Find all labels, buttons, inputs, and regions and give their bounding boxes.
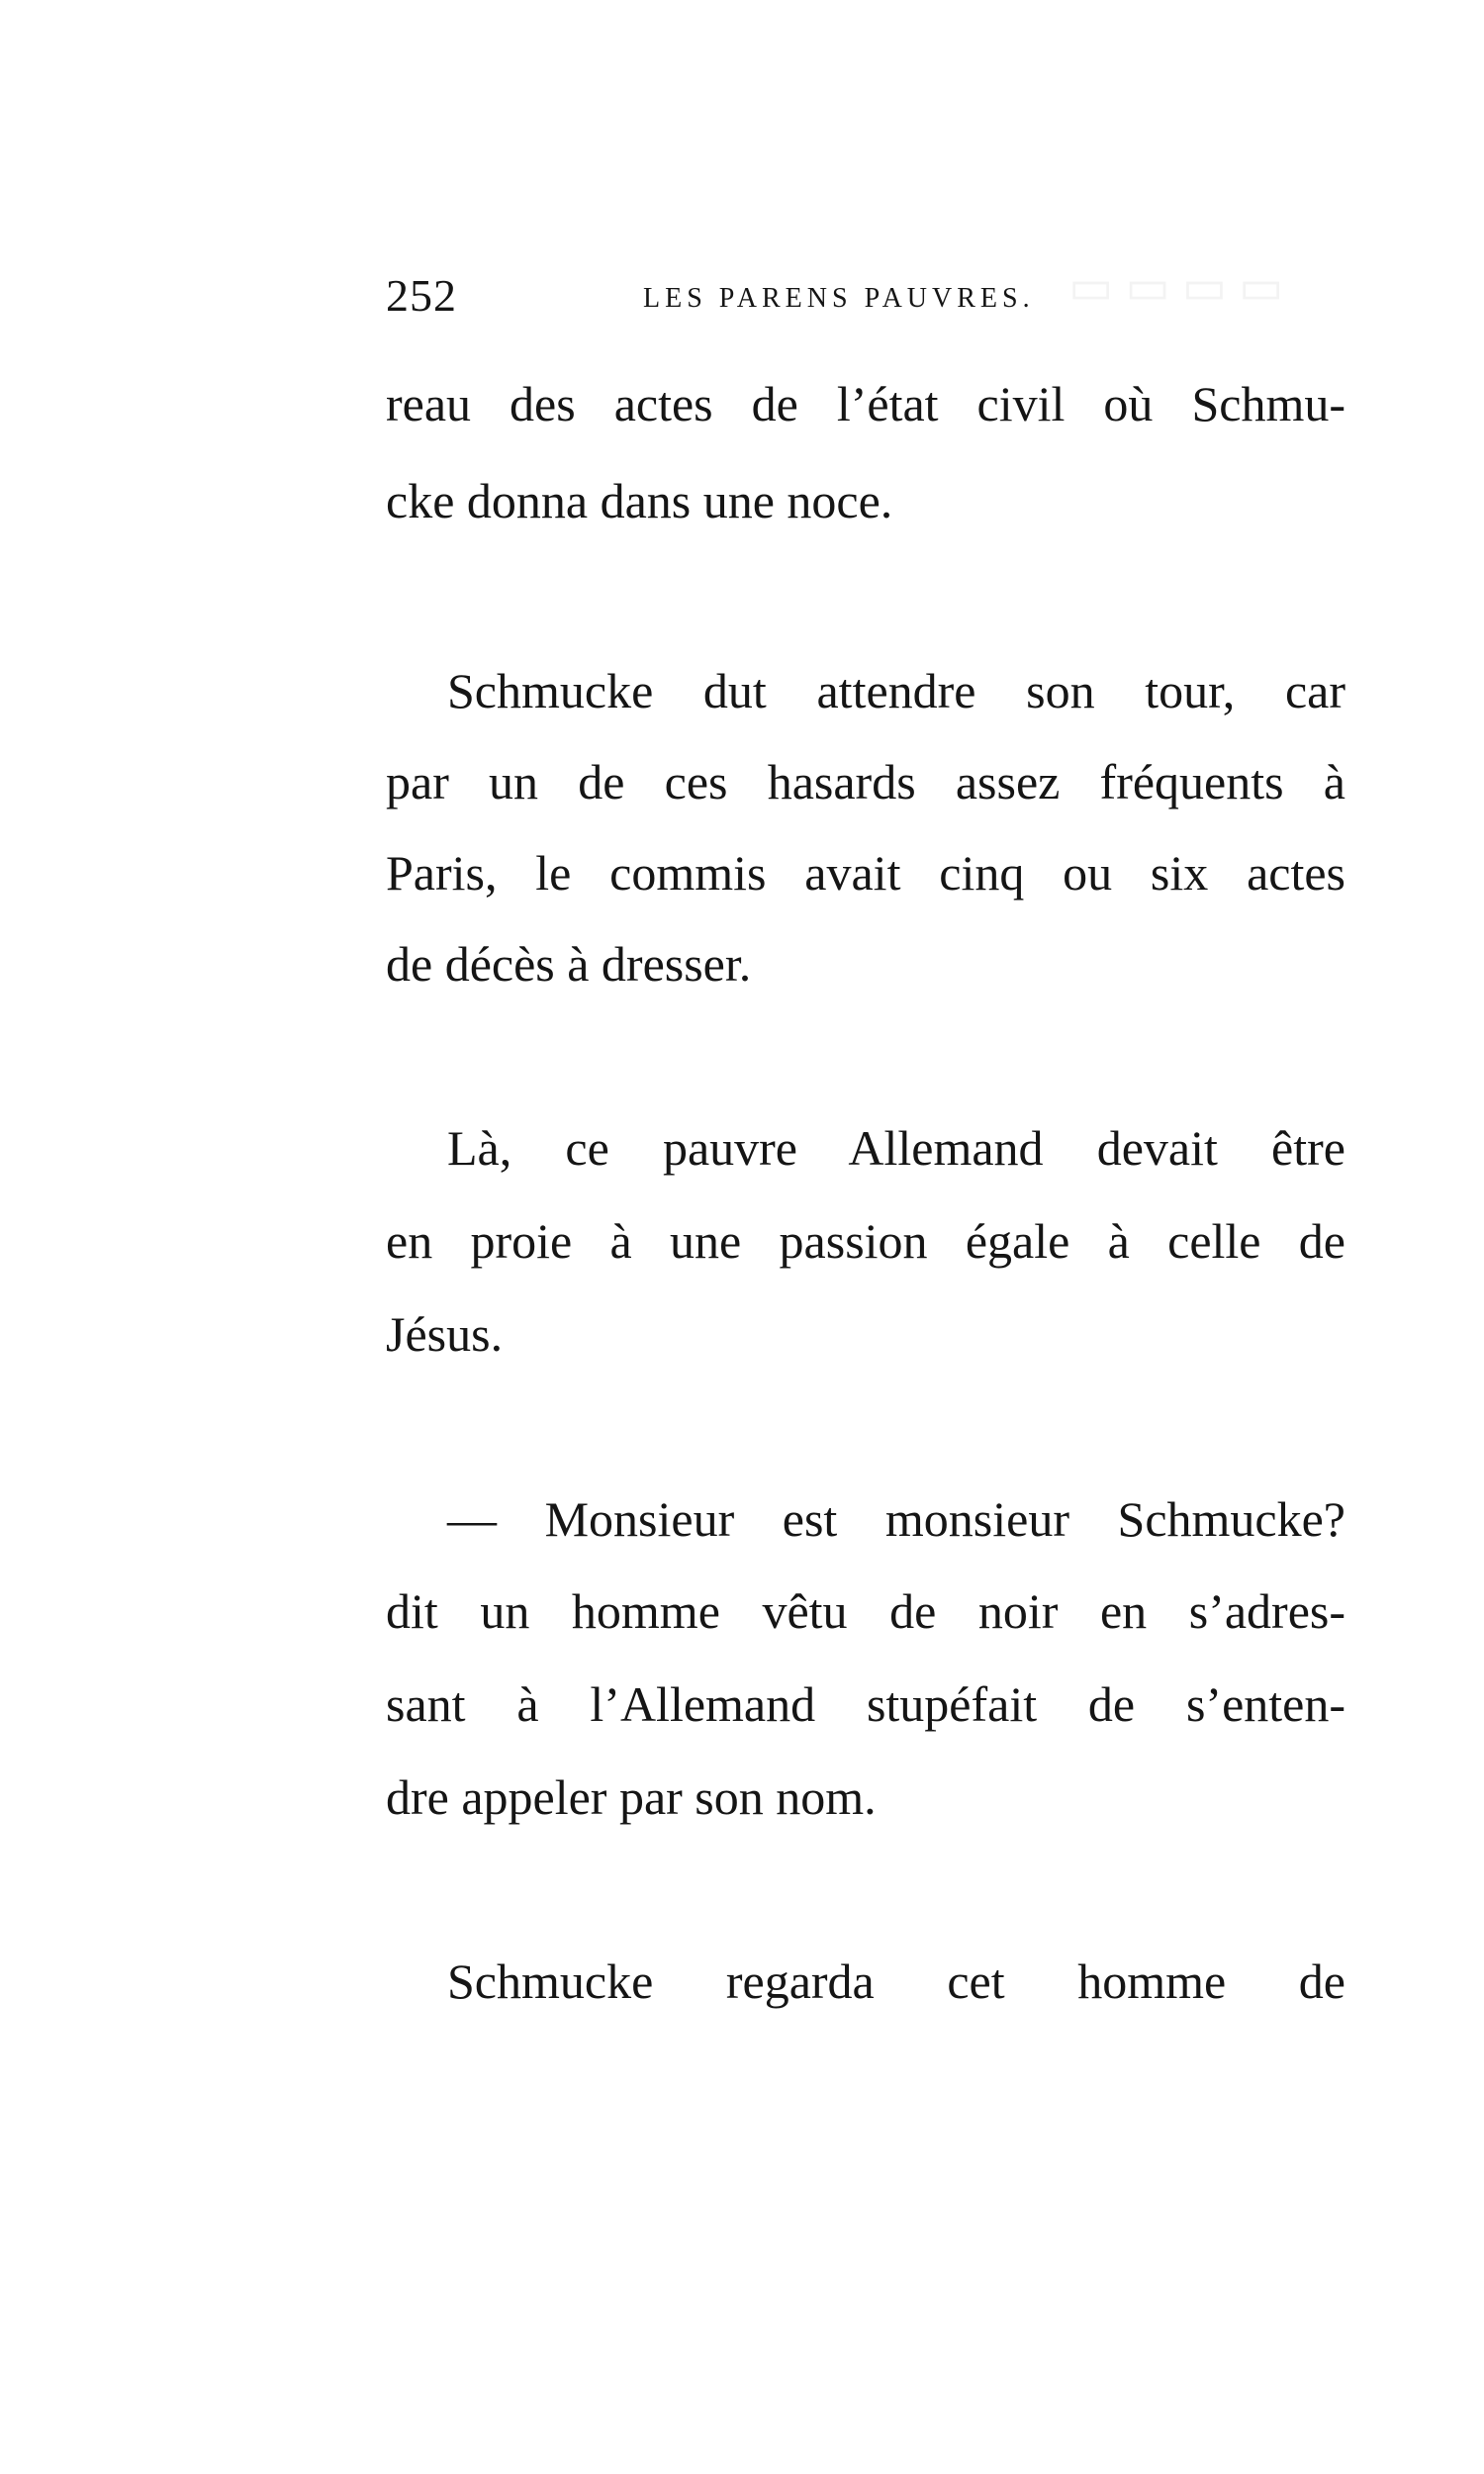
text-line: Paris, le commis avait cinq ou six actes	[386, 845, 1345, 901]
page-number: 252	[386, 270, 457, 321]
text-line: reau des actes de l’état civil où Schmu-	[386, 376, 1345, 431]
text-line: Là, ce pauvre Allemand devait être	[447, 1120, 1345, 1176]
text-line: Schmucke regarda cet homme de	[447, 1953, 1345, 2009]
text-line: — Monsieur est monsieur Schmucke?	[447, 1491, 1345, 1547]
text-line: sant à l’Allemand stupéfait de s’enten-	[386, 1676, 1345, 1732]
text-line: de décès à dresser.	[386, 936, 752, 992]
text-line: Schmucke dut attendre son tour, car	[447, 663, 1345, 718]
text-line: en proie à une passion égale à celle de	[386, 1213, 1345, 1269]
text-line: Jésus.	[386, 1306, 504, 1362]
text-line: cke donna dans une noce.	[386, 473, 893, 528]
text-line: par un de ces hasards assez fréquents à	[386, 754, 1345, 809]
running-head	[386, 269, 1336, 329]
show-through-text: ▭ ▭ ▭ ▭	[1068, 261, 1284, 314]
running-title: LES PARENS PAUVRES.	[643, 283, 1035, 314]
text-line: dre appeler par son nom.	[386, 1769, 877, 1825]
text-line: dit un homme vêtu de noir en s’adres-	[386, 1583, 1345, 1639]
